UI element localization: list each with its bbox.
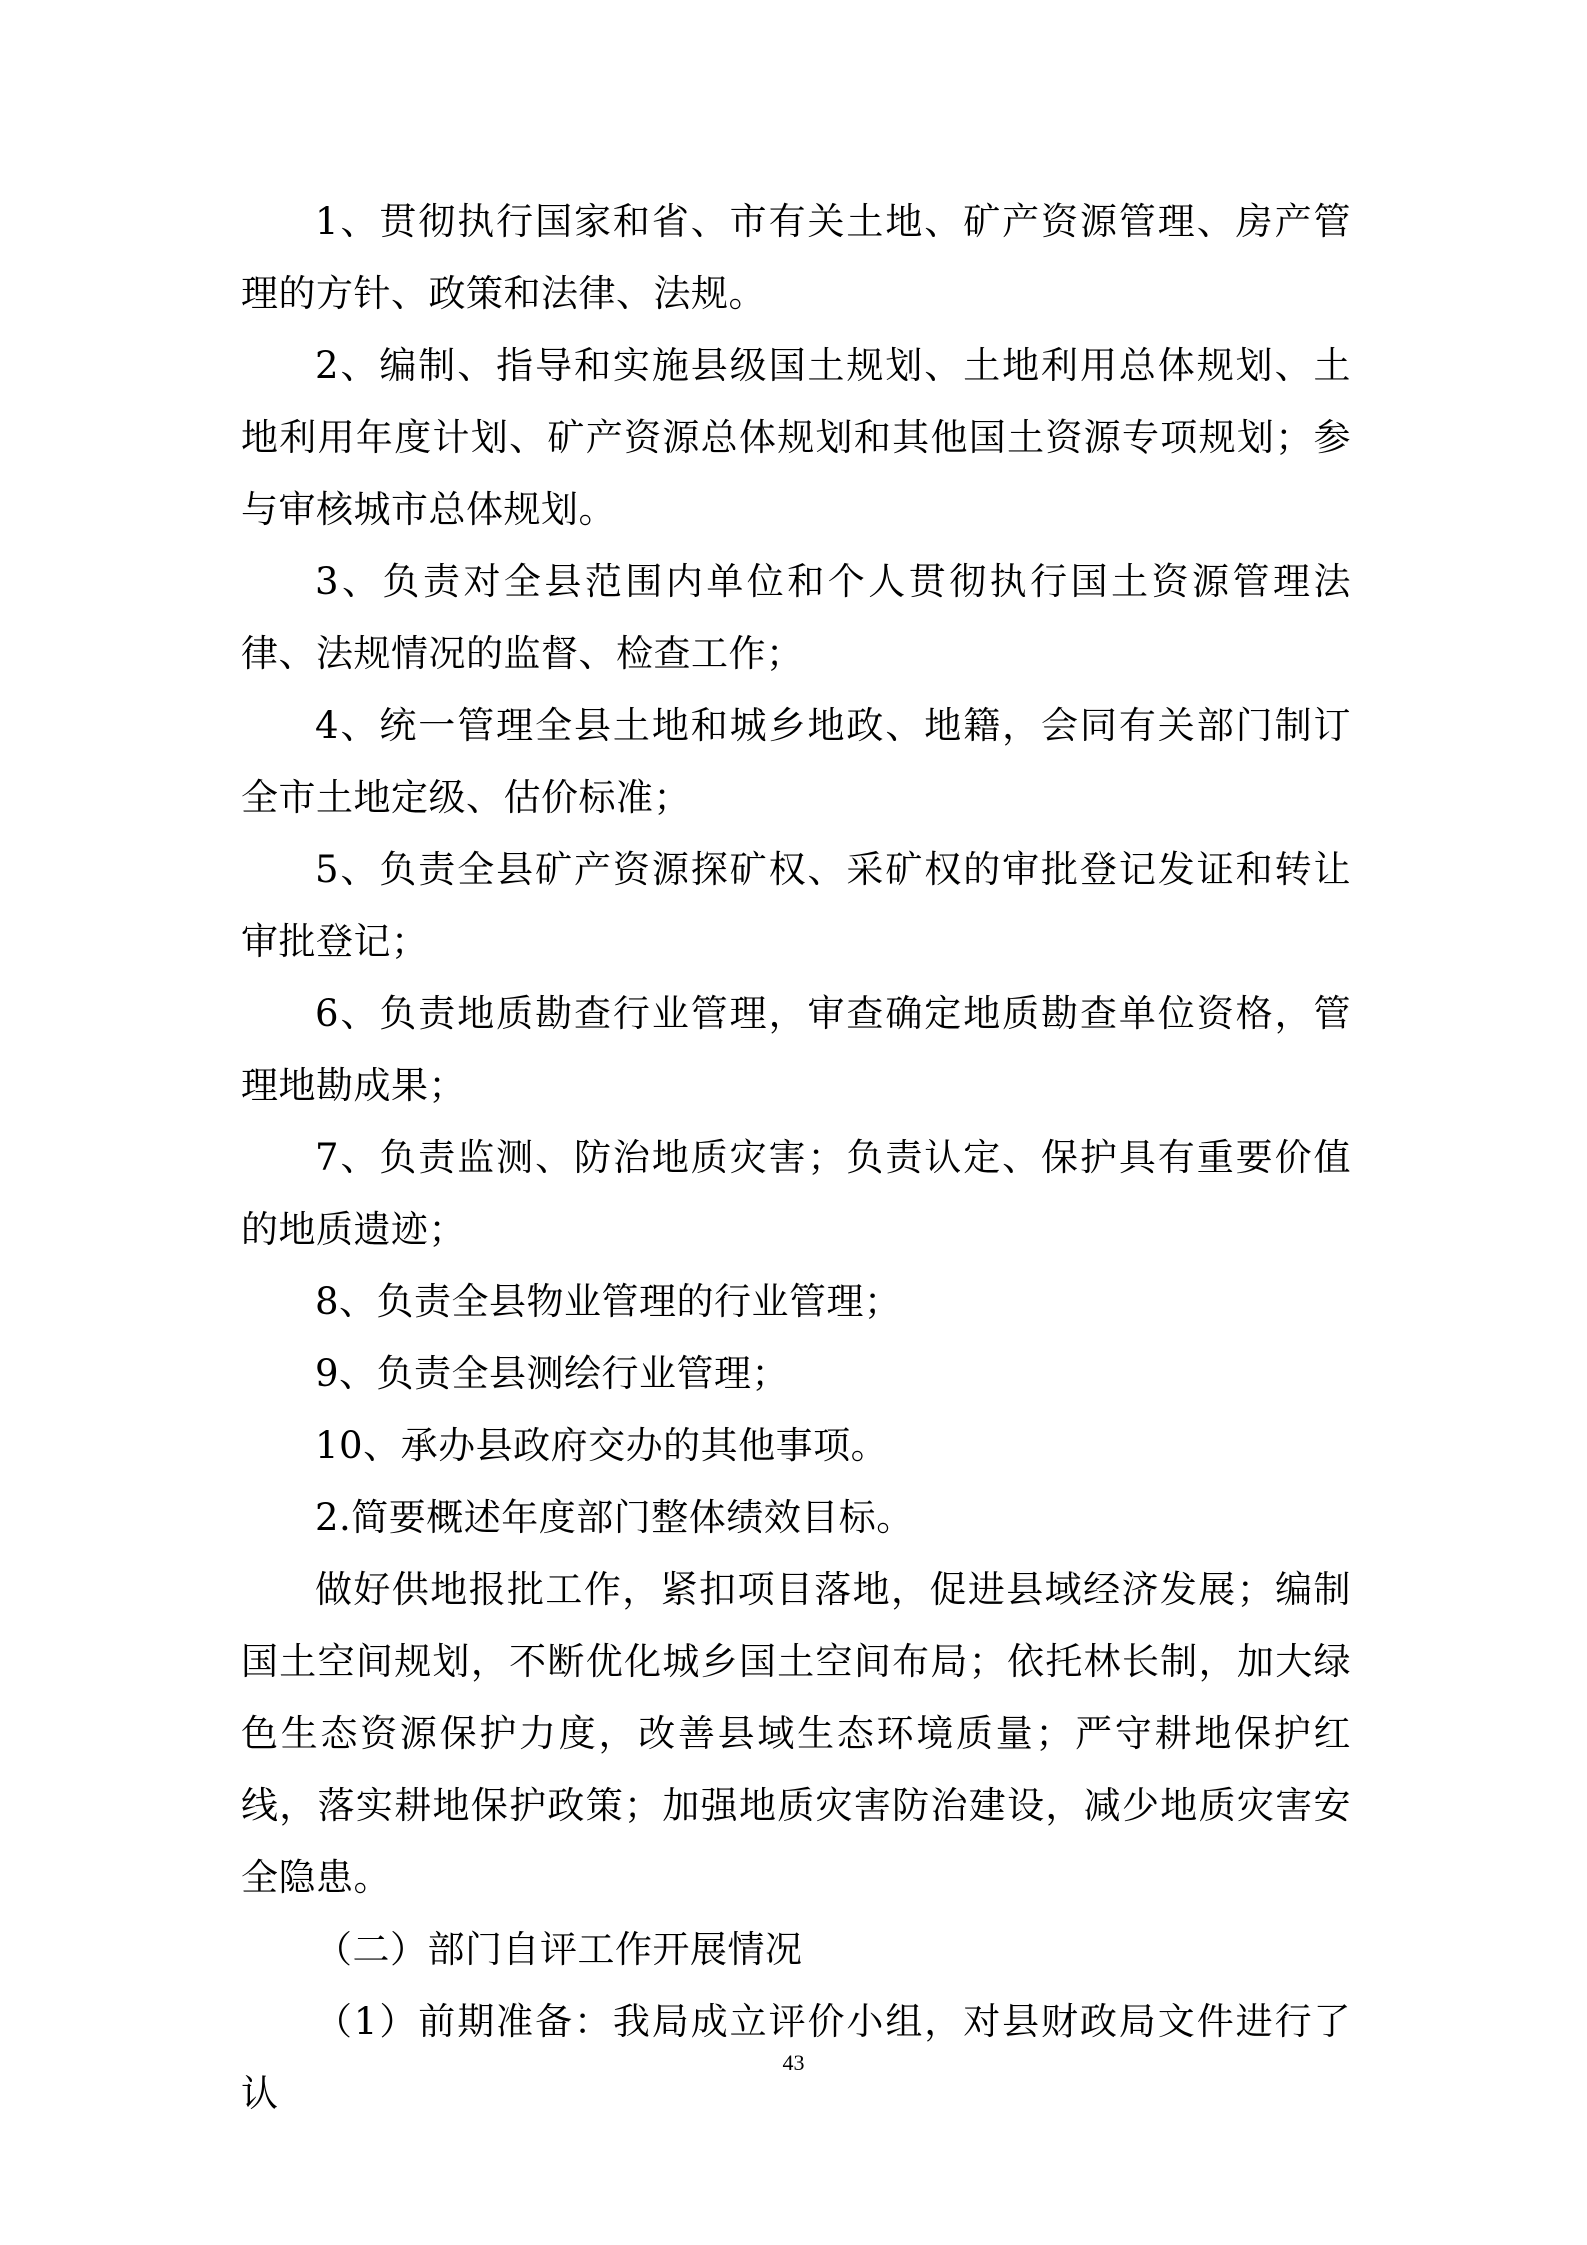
paragraph-duty-10: 10、承办县政府交办的其他事项。 bbox=[315, 1424, 889, 1467]
paragraph-duty-3: 3、负责对全县范围内单位和个人贯彻执行国土资源管理法律、法规情况的监督、检查工作； bbox=[241, 560, 1351, 675]
paragraph-duty-6: 6、负责地质勘查行业管理，审查确定地质勘查单位资格，管理地勘成果； bbox=[241, 992, 1351, 1107]
section-heading-self-evaluation: （二）部门自评工作开展情况 bbox=[315, 1928, 803, 1971]
paragraph-duty-8: 8、负责全县物业管理的行业管理； bbox=[315, 1280, 902, 1323]
paragraph-duty-5: 5、负责全县矿产资源探矿权、采矿权的审批登记发证和转让审批登记； bbox=[241, 848, 1351, 963]
section-heading-performance-goal: 2.简要概述年度部门整体绩效目标。 bbox=[315, 1496, 914, 1539]
document-body bbox=[241, 186, 1351, 2130]
paragraph-preparation: （1）前期准备：我局成立评价小组，对县财政局文件进行了认 bbox=[241, 2000, 1351, 2115]
paragraph-performance-goal: 做好供地报批工作，紧扣项目落地，促进县域经济发展；编制国土空间规划，不断优化城乡国土空间布局；依托林长制，加大绿色生态资源保护力度，改善县域生态环境质量；严守耕地保护红线，落实耕地保护政策；加强地质灾害防治建设，减少地质灾害安全隐患。 bbox=[241, 1568, 1351, 1899]
paragraph-duty-2: 2、编制、指导和实施县级国土规划、土地利用总体规划、土地利用年度计划、矿产资源总体规划和其他国土资源专项规划；参与审核城市总体规划。 bbox=[241, 344, 1351, 531]
paragraph-duty-9: 9、负责全县测绘行业管理； bbox=[315, 1352, 790, 1395]
page-number: 43 bbox=[782, 2050, 805, 2075]
paragraph-duty-1: 1、贯彻执行国家和省、市有关土地、矿产资源管理、房产管理的方针、政策和法律、法规。 bbox=[241, 200, 1351, 315]
paragraph-duty-7: 7、负责监测、防治地质灾害；负责认定、保护具有重要价值的地质遗迹； bbox=[241, 1136, 1351, 1251]
paragraph-duty-4: 4、统一管理全县土地和城乡地政、地籍，会同有关部门制订全市土地定级、估价标准； bbox=[241, 704, 1351, 819]
